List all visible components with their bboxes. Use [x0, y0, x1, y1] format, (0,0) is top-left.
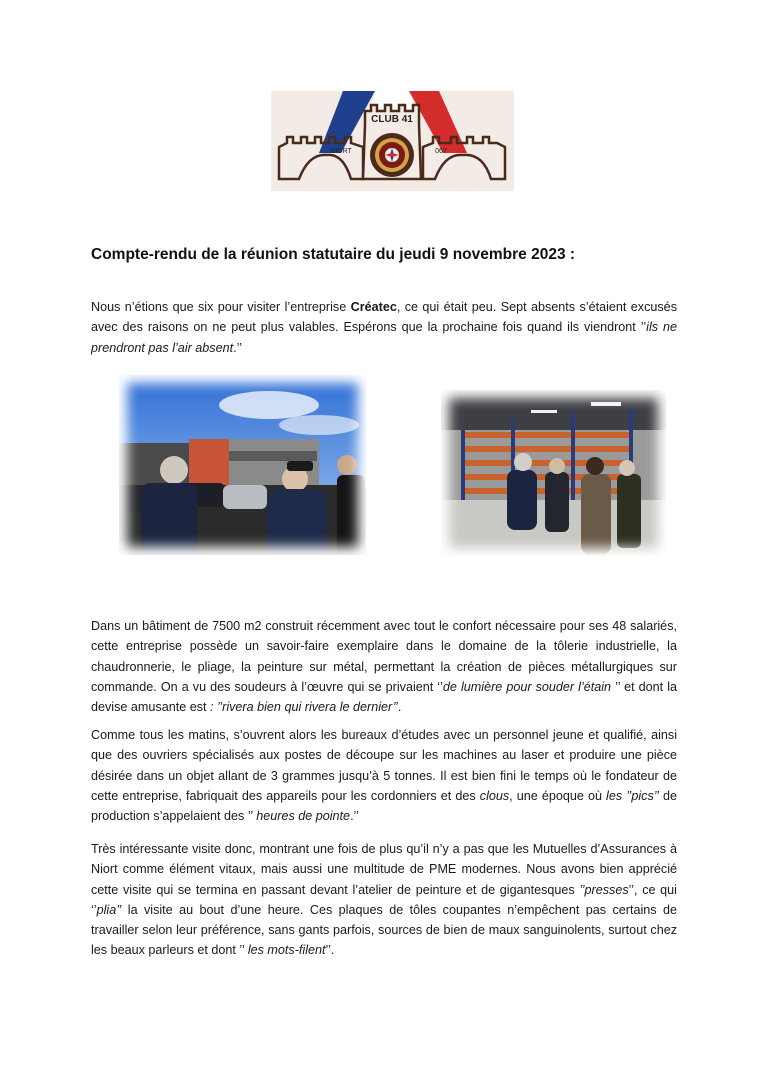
logo-left-arch — [279, 137, 363, 179]
logo-club-text: CLUB 41 — [371, 114, 413, 125]
italic-quote: les mots-filent — [247, 943, 326, 958]
text-span: Nous n’étions que six pour visiter l’entreprise — [91, 300, 351, 314]
logo-right-arch — [423, 137, 505, 179]
italic-word: clous — [479, 788, 510, 803]
text-span: , une époque où — [509, 788, 607, 803]
club41-logo — [271, 91, 514, 191]
italic-word: plia’’ — [96, 902, 122, 917]
photo-warehouse-interior — [441, 390, 666, 556]
paragraph-history — [91, 725, 677, 826]
text-span: de production s’appelaient des ’’ — [91, 788, 677, 824]
company-name: Créatec — [350, 300, 397, 314]
logo-city-text: NIORT — [330, 148, 352, 155]
text-span: ’’, ce qui ‘’ — [91, 882, 677, 917]
italic-quote: de lumière pour souder l’étain — [442, 679, 612, 694]
italic-quote: heures de pointe — [256, 809, 351, 824]
text-span: ’’. — [325, 943, 335, 958]
italic-quote: ils ne prendront pas l’air absent — [91, 320, 677, 355]
text-span: ’’ et dont la devise amusante est — [91, 679, 677, 715]
logo-number-text: 067 — [435, 148, 447, 155]
text-span: Très intéressante visite donc, montrant une fois de plus qu’il n’y a pas que les Mutuelles d’Assurances à Niort comme élément vitaux, mais aussi une multitude de PME modernes. Nous avons bien apprécié cette visite qui se termina en passant devant l’atelier de peinture et de gigantesques — [91, 842, 677, 897]
text-span: .’’ — [233, 340, 242, 355]
text-span: la visite au bout d’une heure. Ces plaques de tôles coupantes n’empêchent pas certains de travailler selon leur préférence, sans gants parfois, sources de bien de maux sanguinolents, surtout chez les beaux parleurs et dont ’’ — [91, 902, 677, 958]
italic-motto: : ’’rivera bien qui rivera le dernier’’ — [210, 700, 398, 715]
text-span: , ce qui était peu. Sept absents s’étaient excusés avec des raisons on ne peut plus valables. Espérons que la prochaine fois quand ils viendront ’’ — [91, 300, 677, 335]
photo-building-exterior — [119, 375, 366, 555]
paragraph-company — [91, 616, 677, 717]
page-title: Compte-rendu de la réunion statutaire du jeudi 9 novembre 2023 : — [91, 246, 576, 263]
paragraph-conclusion — [91, 839, 677, 961]
text-span: . — [397, 700, 402, 715]
italic-word: ’’presses — [579, 882, 629, 897]
italic-word: les ’’pics’’ — [606, 788, 659, 803]
text-span: Dans un bâtiment de 7500 m2 construit récemment avec tout le confort nécessaire pour ses 48 salariés, cette entreprise possède un savoir-faire exemplaire dans le domaine de la tôlerie industrielle, la chaudronnerie, le pliage, la peinture sur métal, permettant la création de pièces métallurgiques sur commande. On a vu des soudeurs à l’œuvre qui se privaient ‘’ — [91, 619, 677, 694]
text-span: .’’ — [350, 809, 359, 824]
text-span: Comme tous les matins, s’ouvrent alors les bureaux d’études avec un personnel jeune et qualifié, ainsi que des ouvriers spécialisés aux postes de découpe sur les machines au laser et produire une pièce désirée dans un objet allant de 3 grammes jusqu’à 5 tonnes. Il est bien fini le temps où le fondateur de cette entreprise, fabriquait des appareils pour les cordonniers et des — [91, 728, 677, 803]
paragraph-intro — [91, 297, 677, 358]
